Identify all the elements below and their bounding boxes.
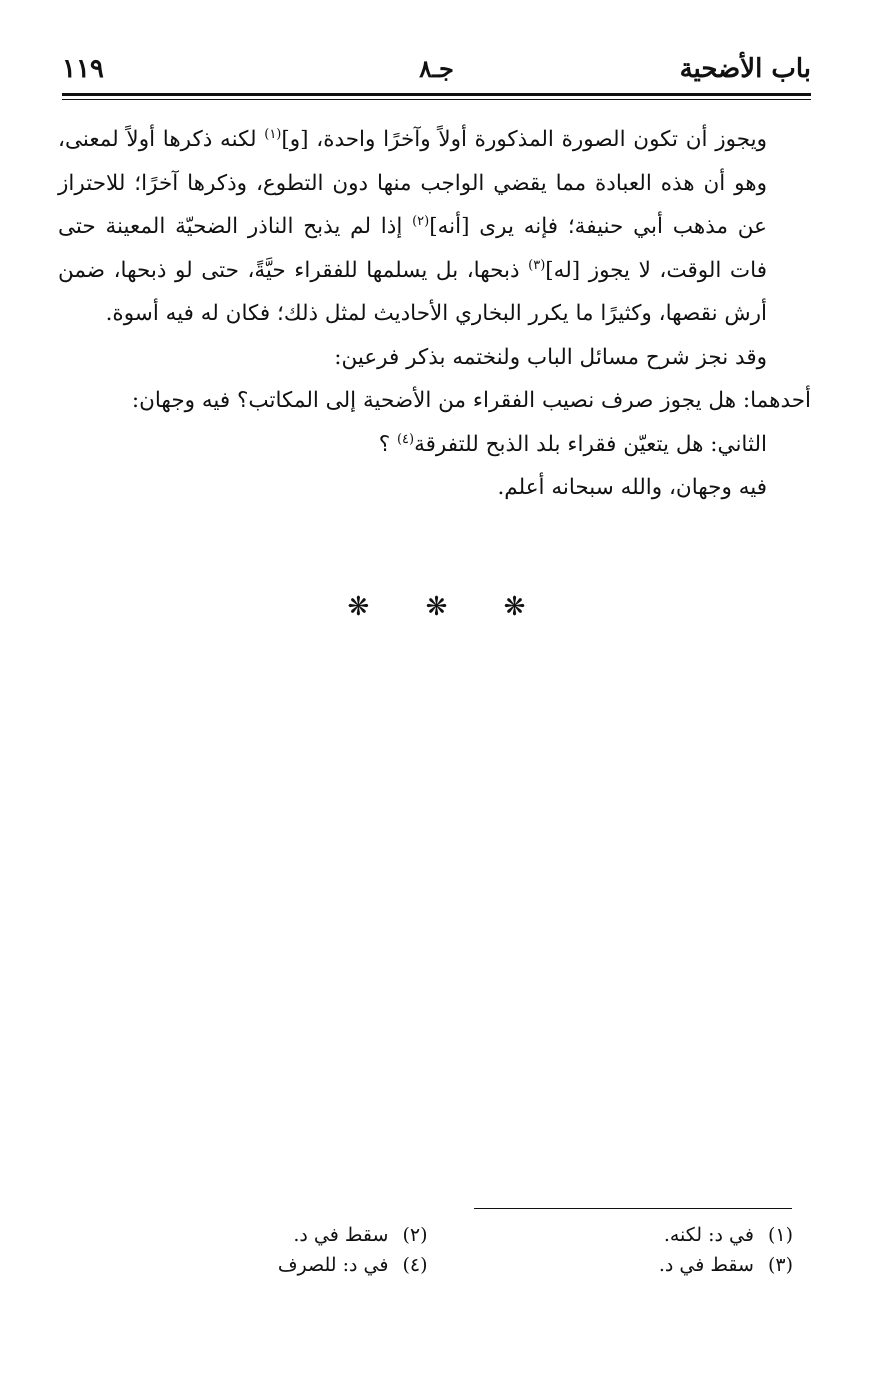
paragraph-main [58,118,811,336]
main-text [58,118,811,510]
second-branch-text: الثاني: هل يتعيّن فقراء بلد الذبح للتفرقة [414,431,767,457]
question-mark: ؟ [378,431,397,457]
footnote-ref-3: (٣) [528,257,546,273]
paragraph-segment: ذبحها، بل يسلمها للفقراء حيَّةً، حتى لو ذبحها، ضمن أرش نقصها، وكثيرًا ما يكرر البخاري الأحاديث لمثل ذلك؛ فكان له فيه أسوة. [58,257,767,326]
footnotes [62,1220,793,1280]
paragraph-segment: ويجوز أن تكون الصورة المذكورة أولاً وآخرًا واحدة، [و] [281,127,767,152]
header-rule-thick [62,93,811,96]
footnote-number: (٢) [402,1224,428,1246]
footnote-number: (٤) [402,1254,428,1276]
footnote-text: في د: لكنه. [663,1224,754,1246]
footnote-rule [474,1208,792,1209]
paragraph-segment: إذا لم يذبح الناذر الضحيّة المعينة حتى فات الوقت، لا يجوز [له] [58,214,767,283]
header-rule-thin [62,99,811,100]
running-header [62,52,811,92]
footnote-number: (١) [767,1224,793,1246]
volume-label: جـ٨ [419,54,454,83]
second-branch [58,423,811,467]
closing-line: فيه وجهان، والله سبحانه أعلم. [497,475,767,500]
footnote-text: سقط في د. [658,1254,754,1276]
footnote-2 [62,1220,428,1250]
footnote-4 [62,1250,428,1280]
closing-intro: وقد نجز شرح مسائل الباب ولنختمه بذكر فرعين: [334,344,767,370]
footnote-ref-2: (٢) [412,213,430,229]
section-separator: ❋ ❋ ❋ [347,592,550,622]
footnote-1 [428,1220,794,1250]
footnote-number: (٣) [767,1254,793,1276]
footnote-ref-4: (٤) [396,431,415,447]
chapter-title: باب الأضحية [679,54,811,84]
footnote-ref-1: (١) [264,126,282,142]
paragraph-segment: لكنه ذكرها أولاً لمعنى، وهو أن هذه العبادة مما يقضي الواجب منها دون التطوع، وذكرها آخرًا؛ للاحتراز عن مذهب أبي حنيفة؛ فإنه يرى [أنه] [58,127,767,239]
footnote-3 [428,1250,794,1280]
first-branch: أحدهما: هل يجوز صرف نصيب الفقراء من الأضحية إلى المكاتب؟ فيه وجهان: [131,388,811,413]
footnote-text: في د: للصرف [277,1254,389,1276]
footnote-text: سقط في د. [293,1224,389,1246]
page-number: ١١٩ [62,54,104,84]
